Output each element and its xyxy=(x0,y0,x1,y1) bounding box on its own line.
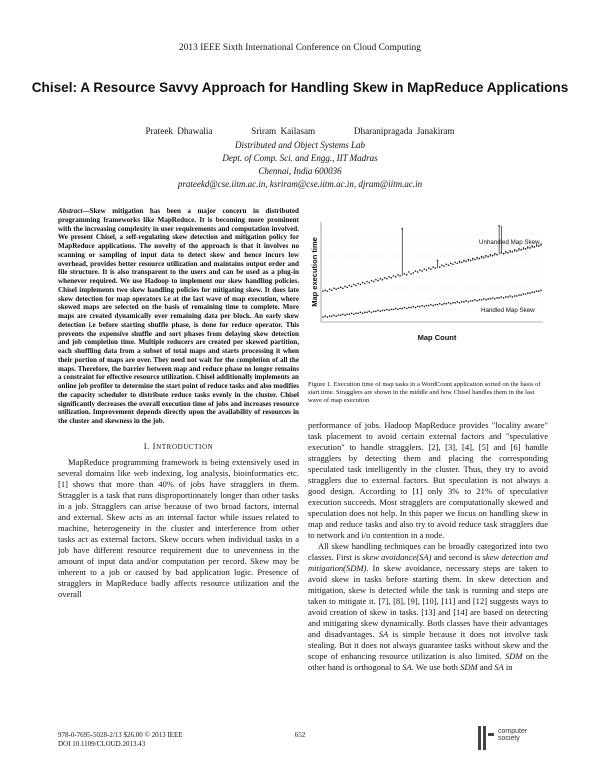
unhandled-skew-point xyxy=(362,282,363,283)
unhandled-skew-point xyxy=(395,276,396,277)
unhandled-skew-point xyxy=(410,273,411,274)
handled-skew-point xyxy=(393,309,394,310)
handled-skew-point xyxy=(366,312,367,313)
handled-skew-point xyxy=(465,300,466,301)
affiliation-lab: Distributed and Object Systems Lab xyxy=(235,140,365,150)
left-column xyxy=(58,207,299,600)
unhandled-skew-point xyxy=(382,279,383,280)
unhandled-skew-point xyxy=(448,265,449,266)
handled-skew-point xyxy=(373,311,374,312)
handled-skew-point xyxy=(397,309,398,310)
unhandled-skew-point xyxy=(461,262,462,263)
handled-skew-point xyxy=(509,295,510,296)
handled-skew-point xyxy=(461,301,462,302)
handled-skew-point xyxy=(340,315,341,316)
handled-skew-point xyxy=(448,302,449,303)
x-axis-label: Map Count xyxy=(417,333,457,342)
handled-skew-point xyxy=(494,298,495,299)
handled-skew-point xyxy=(384,310,385,311)
handled-skew-point xyxy=(386,309,387,310)
skew-classes-paragraph: All skew handling techniques can be broadly categorized into two classes. First is skew avoidance(SA) and second is skew detection and mitigation(SDM). In skew avoidance, necessary steps are taken to avoid skew in tasks before starting them. In skew detection and mitigation, skew is detected while the task is running and steps are taken to mitigate it. [7], [8], [9], [10], [11] and [12] suggests ways to avoid creation of skew in tasks. [13] and [14] are based on detecting and mitigating skew dynamically. Both classes have their advantages and disadvantages. SA is simple because it does not involve task stealing. But it does not always guarantee tasks without skew and the scope of enhancing resource utilization is also limited. SDM on the other hand is orthogonal to SA. We use both SDM and SA in xyxy=(308,541,549,672)
unhandled-skew-point xyxy=(338,288,339,289)
handled-skew-point xyxy=(415,307,416,308)
unhandled-skew-point xyxy=(419,269,420,270)
handled-skew-point xyxy=(391,309,392,310)
abstract-lead: Abstract xyxy=(58,207,83,215)
handled-skew-point xyxy=(476,300,477,301)
handled-skew-point xyxy=(369,311,370,312)
unhandled-skew-point xyxy=(325,290,326,291)
handled-skew-point xyxy=(388,310,389,311)
affiliation-dept: Dept. of Comp. Sci. and Engg., IIT Madras xyxy=(222,153,378,163)
unhandled-skew-point xyxy=(391,277,392,278)
unhandled-skew-point xyxy=(446,264,447,265)
handled-skew-point xyxy=(507,296,508,297)
handled-skew-point xyxy=(501,296,502,297)
unhandled-skew-point xyxy=(452,264,453,265)
handled-skew-point xyxy=(520,294,521,295)
handled-skew-point xyxy=(377,310,378,311)
handled-skew-point xyxy=(353,314,354,315)
handled-skew-point xyxy=(514,295,515,296)
handled-skew-point xyxy=(439,303,440,304)
handled-skew-point xyxy=(523,293,524,294)
handled-skew-point xyxy=(338,315,339,316)
handled-skew-point xyxy=(529,292,530,293)
handled-skew-point xyxy=(331,315,332,316)
unhandled-skew-point xyxy=(371,280,372,281)
handled-skew-point xyxy=(487,298,488,299)
unhandled-skew-point xyxy=(333,288,334,289)
unhandled-skew-point xyxy=(426,269,427,270)
handled-skew-point xyxy=(452,302,453,303)
handled-skew-point xyxy=(358,313,359,314)
abstract-text: —Skew mitigation has been a major concern in distributed programming frameworks like MapReduce. It is becoming more prominent with the increasing complexity in user requirements and computation involved. We present Chisel, a self-regulating skew detection and mitigation policy for MapReduce applications. The novelty of the approach is that it involves no scanning or sampling of input data to detect skew and hence incurs low overhead, provides better resource utilization and maintains output order and file structure. It is also transparent to the users and can be used as a plug-in whenever required. We use Hadoop to implement our skew handling policies. Chisel implements two skew handling policies for mitigating skew. It does late skew detection for map operators i.e at the last wave of map execution, where skewed maps are selected on the basis of remaining time to complete. More maps are created dynamically over remaining data per block. An early skew detection i.e before starting shuffle phase, is done for reduce operator. This prevents the expensive shuffle and sort phases from delaying skew detection and job completion time. Multiple reducers are created per skewed partition, each shuffling data from a subset of total maps and starts processing it when their portion of maps are over. They need not wait for the completion of all the maps. Therefore, the barrier between map and reduce phase no longer remains a constraint for effective resource utilization. Chisel additionally implements an online job profiler to determine the start point of reduce tasks and also modifies the capacity scheduler to distribute reduce tasks evenly in the cluster. Chisel significantly decreases the overall execution time of jobs and increases resource utilization. Improvement depends directly upon the availability of resources in the cluster and skewness in the job. xyxy=(58,207,299,425)
unhandled-skew-point xyxy=(435,267,436,268)
handled-skew-point xyxy=(463,301,464,302)
unhandled-skew-point xyxy=(399,275,400,276)
handled-skew-point xyxy=(351,313,352,314)
handled-skew-point xyxy=(426,305,427,306)
handled-skew-point xyxy=(380,311,381,312)
footer-isbn: 978-0-7695-5028-2/13 $26.00 © 2013 IEEE xyxy=(58,731,183,739)
unhandled-skew-point xyxy=(432,267,433,268)
legend-unhandled: Unhandled Map Skew xyxy=(479,239,540,246)
unhandled-skew-point xyxy=(375,279,376,280)
handled-skew-point xyxy=(333,315,334,316)
author-name: Prateek Dhawalia xyxy=(145,126,213,136)
handled-skew-point xyxy=(430,304,431,305)
handled-skew-point xyxy=(371,312,372,313)
author-list xyxy=(0,126,600,136)
handled-skew-point xyxy=(536,291,537,292)
unhandled-skew-point xyxy=(428,267,429,268)
handled-skew-point xyxy=(538,291,539,292)
handled-skew-point xyxy=(525,293,526,294)
unhandled-skew-point xyxy=(415,270,416,271)
unhandled-skew-point xyxy=(327,291,328,292)
unhandled-skew-point xyxy=(417,271,418,272)
handled-skew-point xyxy=(347,314,348,315)
handled-skew-point xyxy=(492,297,493,298)
section-heading-introduction xyxy=(58,441,299,451)
handled-skew-point xyxy=(382,310,383,311)
handled-skew-point xyxy=(531,291,532,292)
handled-skew-point xyxy=(413,306,414,307)
handled-skew-point xyxy=(421,305,422,306)
author-emails: prateekd@cse.iitm.ac.in, ksriram@cse.iitm.ac.in, djram@iitm.ac.in xyxy=(177,179,423,189)
unhandled-skew-point xyxy=(384,277,385,278)
handled-skew-point xyxy=(472,300,473,301)
handled-skew-point xyxy=(399,308,400,309)
unhandled-skew-point xyxy=(393,275,394,276)
unhandled-skew-point xyxy=(413,272,414,273)
handled-skew-point xyxy=(485,299,486,300)
unhandled-skew-point xyxy=(329,289,330,290)
unhandled-skew-point xyxy=(404,273,405,274)
affiliation-city: Chennai, India 600036 xyxy=(258,166,342,176)
handled-skew-point xyxy=(441,304,442,305)
handled-skew-point xyxy=(364,312,365,313)
unhandled-skew-point xyxy=(454,262,455,263)
unhandled-skew-point xyxy=(353,284,354,285)
handled-skew-point xyxy=(408,307,409,308)
handled-skew-point xyxy=(457,301,458,302)
handled-skew-point xyxy=(503,297,504,298)
logo-text xyxy=(498,728,527,742)
unhandled-skew-point xyxy=(355,285,356,286)
unhandled-skew-point xyxy=(386,278,387,279)
paragraph-continued: performance of jobs. Hadoop MapReduce provides "locality aware" task placement to avoid certain external factors and "speculative execution" to handle stragglers. [2], [3], [4], [5] and [6] handle stragglers by detecting them and placing the corresponding speculated task intelligently in the cluster. Thus, they try to avoid stragglers due to external factors. But speculation is not always a good design. According to [1] only 3% to 21% of speculative execution succeeds. Most stragglers are computationally skewed and speculation does not help. In this paper we focus on handling skew in map and reduce tasks and also try to avoid reduce task stragglers due to network and i/o contention in a node. xyxy=(308,420,548,540)
unhandled-skew-point xyxy=(457,263,458,264)
unhandled-skew-point xyxy=(336,289,337,290)
handled-skew-point xyxy=(325,315,326,316)
right-column xyxy=(308,420,548,673)
handled-skew-point xyxy=(329,315,330,316)
handled-skew-point xyxy=(496,297,497,298)
handled-skew-point xyxy=(454,302,455,303)
unhandled-skew-point xyxy=(366,281,367,282)
abstract xyxy=(58,207,299,426)
handled-skew-point xyxy=(450,303,451,304)
handled-skew-point xyxy=(518,294,519,295)
handled-skew-point xyxy=(362,313,363,314)
handled-skew-point xyxy=(406,308,407,309)
page-number: 652 xyxy=(294,731,306,739)
unhandled-skew-point xyxy=(388,276,389,277)
handled-skew-point xyxy=(470,300,471,301)
unhandled-skew-point xyxy=(358,283,359,284)
handled-skew-point xyxy=(446,303,447,304)
unhandled-skew-point xyxy=(439,267,440,268)
handled-skew-point xyxy=(322,316,323,317)
handled-skew-point xyxy=(375,311,376,312)
unhandled-skew-point xyxy=(424,268,425,269)
handled-skew-point xyxy=(417,306,418,307)
unhandled-skew-point xyxy=(377,280,378,281)
handled-skew-point xyxy=(327,316,328,317)
handled-skew-point xyxy=(481,299,482,300)
handled-skew-point xyxy=(342,314,343,315)
handled-skew-point xyxy=(468,301,469,302)
handled-skew-point xyxy=(498,297,499,298)
unhandled-skew-point xyxy=(421,270,422,271)
handled-skew-point xyxy=(355,313,356,314)
handled-skew-point xyxy=(459,302,460,303)
handled-skew-point xyxy=(435,304,436,305)
handled-skew-point xyxy=(344,315,345,316)
handled-skew-point xyxy=(402,308,403,309)
unhandled-skew-point xyxy=(373,281,374,282)
computer-society-logo xyxy=(476,723,550,753)
handled-skew-point xyxy=(437,304,438,305)
author-name: Sriram Kailasam xyxy=(251,126,316,136)
unhandled-skew-point xyxy=(441,265,442,266)
computer-society-logo-icon xyxy=(476,725,496,751)
unhandled-skew-point xyxy=(430,268,431,269)
handled-skew-point xyxy=(395,308,396,309)
unhandled-skew-point xyxy=(406,274,407,275)
unhandled-skew-point xyxy=(347,287,348,288)
handled-skew-point xyxy=(483,298,484,299)
unhandled-skew-point xyxy=(331,290,332,291)
unhandled-skew-point xyxy=(351,286,352,287)
handled-skew-point xyxy=(527,292,528,293)
handled-skew-point xyxy=(479,299,480,300)
footer-doi: DOI 10.1109/CLOUD.2013.43 xyxy=(58,740,146,748)
unhandled-skew-point xyxy=(340,287,341,288)
handled-skew-point xyxy=(410,307,411,308)
intro-paragraph: MapReduce programming framework is being extensively used in several domains like web indexing, log analysis, bioinformatics etc. [1] shows that more than 40% of jobs have stragglers in them. Straggler is a task that runs disproportionately longer than other tasks in a job. Stragglers can arise because of two broad factors, internal and external. Skew acts as an internal factor while issues related to machine, heterogeneity in the cluster and interference from other tasks act as external factors. Skew occurs when individual tasks in a job have different resource requirement due to unevenness in the amount of input data and/or computation per record. Skew may be inherent to a job or caused by bad application logic. Presence of stragglers in MapReduce badly affects resource utilization and the overall xyxy=(58,456,299,599)
figure-1-caption: Figure 1. Execution time of map tasks in a WordCount application sorted on the basis of start time. Stragglers are shown in the middle and how Chisel handles them in the last wave of map execution xyxy=(308,381,541,405)
unhandled-skew-point xyxy=(349,285,350,286)
y-axis-label: Map execution time xyxy=(310,237,319,307)
section-title-rest: NTRODUCTION xyxy=(156,442,214,451)
unhandled-skew-point xyxy=(450,263,451,264)
handled-skew-point xyxy=(404,307,405,308)
unhandled-skew-point xyxy=(344,286,345,287)
handled-skew-point xyxy=(349,314,350,315)
handled-skew-point xyxy=(336,315,337,316)
unhandled-skew-point xyxy=(443,266,444,267)
section-title-initial: I xyxy=(152,440,157,451)
author-name: Dharanipragada Janakiram xyxy=(353,126,455,136)
handled-skew-point xyxy=(512,296,513,297)
logo-text-line1: computer xyxy=(498,728,528,735)
handled-skew-point xyxy=(360,312,361,313)
legend-handled: Handled Map Skew xyxy=(481,307,535,314)
execution-time-chart xyxy=(311,218,545,346)
handled-skew-point xyxy=(505,296,506,297)
handled-skew-point xyxy=(516,295,517,296)
unhandled-skew-point xyxy=(380,278,381,279)
unhandled-skew-point xyxy=(360,284,361,285)
handled-skew-point xyxy=(490,298,491,299)
conference-header: 2013 IEEE Sixth International Conference on Cloud Computing xyxy=(179,42,421,52)
handled-skew-point xyxy=(428,305,429,306)
handled-skew-point xyxy=(424,306,425,307)
logo-text-line2: society xyxy=(498,735,520,742)
unhandled-skew-point xyxy=(322,291,323,292)
handled-skew-point xyxy=(419,306,420,307)
paper-title: Chisel: A Resource Savvy Approach for Handling Skew in MapReduce Applications xyxy=(31,80,569,95)
handled-skew-point xyxy=(432,305,433,306)
unhandled-skew-point xyxy=(342,288,343,289)
section-number: I. xyxy=(143,440,150,451)
unhandled-skew-point xyxy=(364,283,365,284)
unhandled-skew-point xyxy=(369,282,370,283)
unhandled-skew-point xyxy=(397,274,398,275)
handled-skew-point xyxy=(474,299,475,300)
unhandled-skew-point xyxy=(408,271,409,272)
handled-skew-point xyxy=(534,291,535,292)
handled-skew-point xyxy=(443,303,444,304)
figure-1-chart xyxy=(311,218,545,346)
handled-skew-point xyxy=(540,290,541,291)
